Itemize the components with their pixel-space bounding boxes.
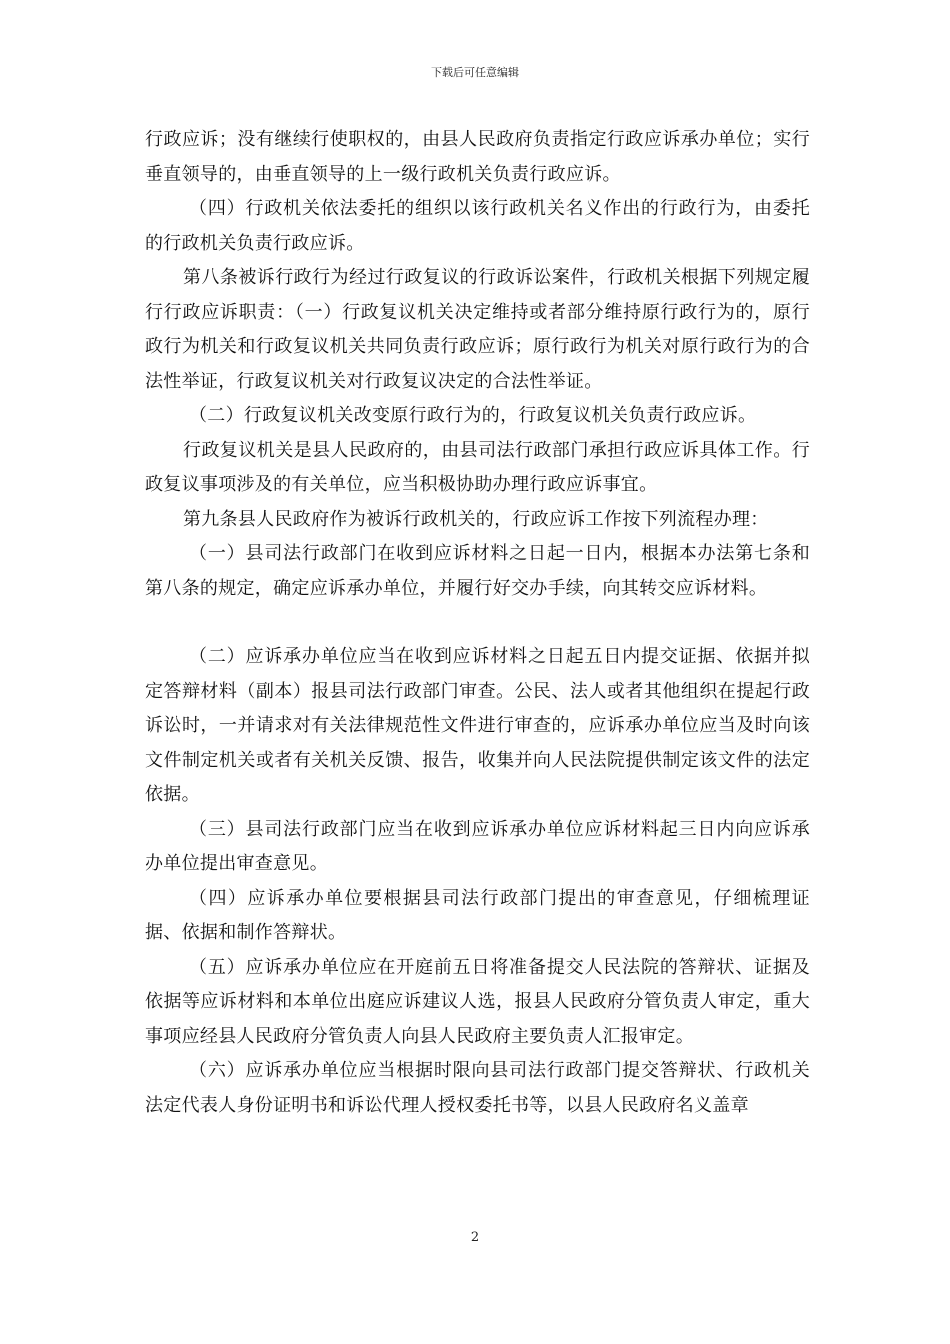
paragraph-article-9-item-1: （一）县司法行政部门在收到应诉材料之日起一日内，根据本办法第七条和第八条的规定，确定应诉承办单位，并履行好交办手续，向其转交应诉材料。 — [145, 543, 810, 599]
paragraph-article-8: 第八条被诉行政行为经过行政复议的行政诉讼案件，行政机关根据下列规定履行行政应诉职责：（一）行政复议机关决定维持或者部分维持原行政行为的，原行政行为机关和行政复议机关共同负责行政应诉；原行政行为机关对原行政行为的合法性举证，行政复议机关对行政复议决定的合法性举证。 — [145, 267, 810, 392]
page-number: 2 — [470, 1230, 480, 1245]
paragraph-item-4: （四）行政机关依法委托的组织以该行政机关名义作出的行政行为，由委托的行政机关负责行政应诉。 — [145, 198, 810, 254]
paragraph-article-9-item-3: （三）县司法行政部门应当在收到应诉承办单位应诉材料起三日内向应诉承办单位提出审查意见。 — [145, 818, 810, 874]
paragraph-article-9-item-5: （五）应诉承办单位应在开庭前五日将准备提交人民法院的答辩状、证据及依据等应诉材料和本单位出庭应诉建议人选，报县人民政府分管负责人审定，重大事项应经县人民政府分管负责人向县人民政府主要负责人汇报审定。 — [145, 956, 810, 1047]
document-body — [145, 123, 810, 1123]
paragraph-review-organ: 行政复议机关是县人民政府的，由县司法行政部门承担行政应诉具体工作。行政复议事项涉及的有关单位，应当积极协助办理行政应诉事宜。 — [145, 439, 810, 495]
paragraph-article-9-item-2: （二）应诉承办单位应当在收到应诉材料之日起五日内提交证据、依据并拟定答辩材料（副本）报县司法行政部门审查。公民、法人或者其他组织在提起行政诉讼时，一并请求对有关法律规范性文件进行审查的，应诉承办单位应当及时向该文件制定机关或者有关机关反馈、报告，收集并向人民法院提供制定该文件的法定依据。 — [145, 646, 810, 805]
paragraph-article-9: 第九条县人民政府作为被诉行政机关的，行政应诉工作按下列流程办理： — [183, 508, 769, 530]
paragraph-article-8-item-2: （二）行政复议机关改变原行政行为的，行政复议机关负责行政应诉。 — [189, 405, 757, 426]
paragraph-article-9-item-6: （六）应诉承办单位应当根据时限向县司法行政部门提交答辩状、行政机关法定代表人身份证明书和诉讼代理人授权委托书等，以县人民政府名义盖章 — [145, 1060, 810, 1116]
page-header: 下载后可任意编辑 — [431, 66, 519, 79]
paragraph-article-9-item-4: （四）应诉承办单位要根据县司法行政部门提出的审查意见，仔细梳理证据、依据和制作答辩状。 — [145, 887, 810, 943]
paragraph-continuation: 行政应诉；没有继续行使职权的，由县人民政府负责指定行政应诉承办单位；实行垂直领导的，由垂直领导的上一级行政机关负责行政应诉。 — [145, 129, 810, 185]
paragraph-gap — [145, 606, 810, 640]
